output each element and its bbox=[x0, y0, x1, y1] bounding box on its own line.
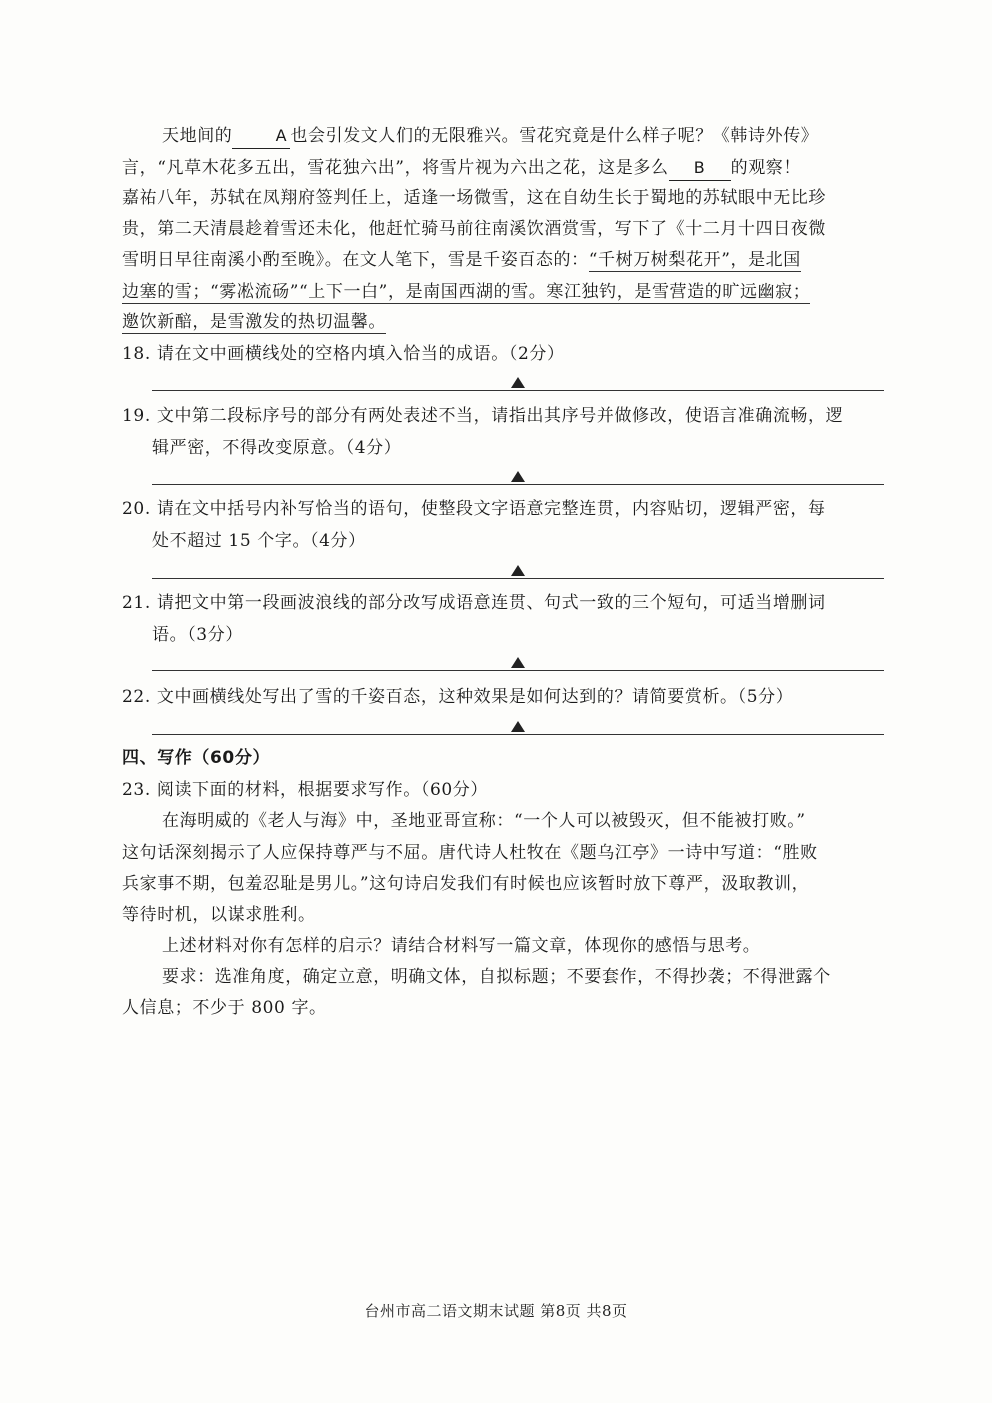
section-heading: 四、写作（60分） bbox=[122, 748, 271, 768]
triangle-marker-icon bbox=[511, 721, 525, 732]
question-21-line-2: 语。（3分） bbox=[152, 625, 243, 645]
blank-b: B bbox=[669, 156, 731, 181]
material-line-4: 等待时机，以谋求胜利。 bbox=[122, 905, 316, 925]
answer-line-19[interactable] bbox=[152, 470, 884, 485]
blank-a: A bbox=[232, 124, 290, 149]
triangle-marker-icon bbox=[511, 471, 525, 482]
triangle-marker-icon bbox=[511, 377, 525, 388]
requirement-line-2: 人信息；不少于 800 字。 bbox=[122, 998, 327, 1018]
passage-line-6 bbox=[122, 280, 892, 304]
question-20-line-2: 处不超过 15 个字。（4分） bbox=[152, 531, 366, 551]
triangle-marker-icon bbox=[511, 657, 525, 668]
passage-line-4: 贵，第二天清晨趁着雪还未化，他赶忙骑马前往南溪饮酒赏雪，写下了《十二月十四日夜微 bbox=[122, 219, 826, 239]
question-22: 22. 文中画横线处写出了雪的千姿百态，这种效果是如何达到的？请简要赏析。（5分） bbox=[122, 687, 794, 707]
question-18: 18. 请在文中画横线处的空格内填入恰当的成语。（2分） bbox=[122, 344, 565, 364]
triangle-marker-icon bbox=[511, 565, 525, 576]
answer-line-20[interactable] bbox=[152, 564, 884, 579]
material-line-2: 这句话深刻揭示了人应保持尊严与不屈。唐代诗人杜牧在《题乌江亭》一诗中写道：“胜败 bbox=[122, 843, 818, 863]
question-19-line-1: 19. 文中第二段标序号的部分有两处表述不当，请指出其序号并做修改，使语言准确流畅，逻 bbox=[122, 406, 844, 426]
answer-line-18[interactable] bbox=[152, 376, 884, 391]
underlined-text: 邀饮新醅，是雪激发的热切温馨。 bbox=[122, 312, 386, 332]
underlined-text: “千树万树梨花开”，是北国 bbox=[588, 250, 801, 270]
prompt-line: 上述材料对你有怎样的启示？请结合材料写一篇文章，体现你的感悟与思考。 bbox=[162, 936, 761, 956]
question-21-line-1: 21. 请把文中第一段画波浪线的部分改写成语意连贯、句式一致的三个短句，可适当增删词 bbox=[122, 593, 826, 613]
passage-line-2: 言，“凡草木花多五出，雪花独六出”，将雪片视为六出之花，这是多么 B 的观察！ bbox=[122, 156, 892, 181]
material-line-3: 兵家事不期，包羞忍耻是男儿。”这句诗启发我们有时候也应该暂时放下尊严，汲取教训， bbox=[122, 874, 810, 894]
passage-line-5: 雪明日早往南溪小酌至晚》。在文人笔下，雪是千姿百态的：“千树万树梨花开”，是北国 bbox=[122, 250, 801, 270]
passage-line-3: 嘉祐八年，苏轼在凤翔府签判任上，适逢一场微雪，这在自幼生长于蜀地的苏轼眼中无比珍 bbox=[122, 188, 826, 208]
passage-line-1: 天地间的 A 也会引发文人们的无限雅兴。雪花究竟是什么样子呢？《韩诗外传》 bbox=[122, 124, 892, 149]
question-23: 23. 阅读下面的材料，根据要求写作。（60分） bbox=[122, 780, 488, 800]
material-line-1: 在海明威的《老人与海》中，圣地亚哥宣称：“一个人可以被毁灭，但不能被打败。” bbox=[162, 811, 806, 831]
requirement-line-1: 要求：选准角度，确定立意，明确文体，自拟标题；不要套作，不得抄袭；不得泄露个 bbox=[162, 967, 831, 987]
passage-line-7 bbox=[122, 310, 892, 334]
answer-line-22[interactable] bbox=[152, 720, 884, 735]
question-20-line-1: 20. 请在文中括号内补写恰当的语句，使整段文字语意完整连贯，内容贴切，逻辑严密，每 bbox=[122, 499, 826, 519]
answer-line-21[interactable] bbox=[152, 656, 884, 671]
page-footer: 台州市高二语文期末试题 第8页 共8页 bbox=[364, 1302, 628, 1320]
question-19-line-2: 辑严密，不得改变原意。（4分） bbox=[152, 438, 402, 458]
underlined-text: 边塞的雪；“雾凇流砀”“上下一白”，是南国西湖的雪。寒江独钓，是雪营造的旷远幽寂； bbox=[122, 282, 811, 302]
